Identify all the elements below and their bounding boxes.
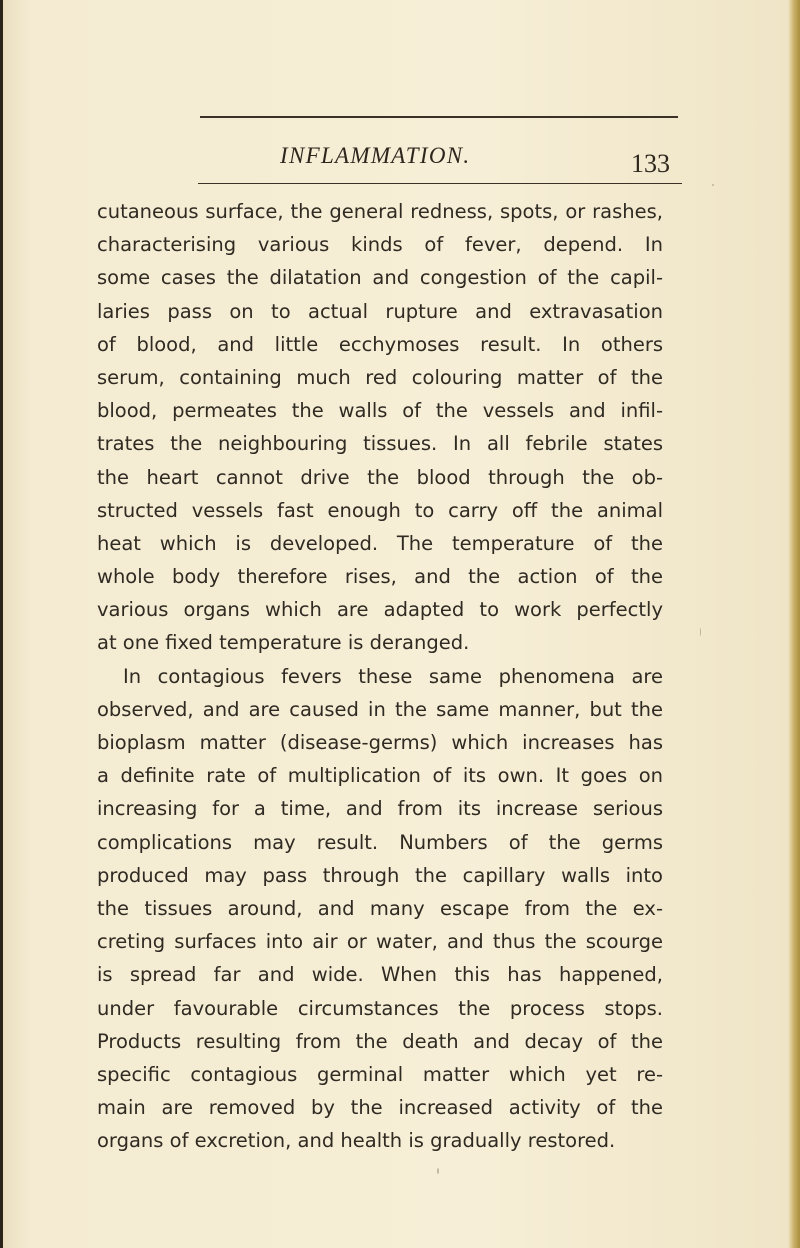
header-rule-top (200, 116, 678, 118)
text-line: increasing for a time, and from its increase serious (97, 797, 663, 821)
text-line: under favourable circumstances the process stops. (97, 996, 663, 1020)
text-line: is spread far and wide. When this has happened, (97, 963, 663, 987)
text-line: laries pass on to actual rupture and extravasation (97, 299, 663, 323)
page-number: 133 (631, 149, 670, 178)
text-line: whole body therefore rises, and the action of the (97, 565, 663, 589)
text-line: Products resulting from the death and decay of the (97, 1029, 663, 1053)
text-line: bioplasm matter (disease-germs) which increases has (97, 731, 663, 754)
text-line: main are removed by the increased activity of the (97, 1096, 663, 1120)
text-line: a definite rate of multiplication of its own. It goes on (97, 764, 663, 788)
running-title: INFLAMMATION. (280, 143, 471, 168)
page-left-edge (0, 0, 3, 1248)
text-line: produced may pass through the capillary walls into (97, 863, 663, 887)
paragraph-first-line: In contagious fevers these same phenomena are (123, 664, 663, 688)
running-head (200, 143, 678, 178)
text-line: complications may result. Numbers of the germs (97, 830, 663, 854)
text-line: at one fixed temperature is deranged. (97, 631, 470, 655)
text-line: cutaneous surface, the general redness, spots, or rashes, (97, 200, 663, 223)
text-line: observed, and are caused in the same manner, but the (97, 697, 663, 721)
text-line: some cases the dilatation and congestion of the capil- (97, 266, 663, 290)
text-line: of blood, and little ecchymoses result. In others (97, 332, 663, 356)
page-right-edge (788, 0, 800, 1248)
paper-speck (712, 184, 714, 186)
text-line: trates the neighbouring tissues. In all febrile states (97, 432, 663, 456)
text-line: organs of excretion, and health is gradually restored. (97, 1129, 616, 1153)
text-line: blood, permeates the walls of the vessels and infil- (97, 399, 663, 423)
text-line: characterising various kinds of fever, depend. In (97, 233, 663, 257)
header-rule-bottom (198, 183, 682, 184)
body-text (97, 195, 663, 1157)
text-line: serum, containing much red colouring matter of the (97, 365, 663, 389)
paper-speck (700, 628, 701, 636)
text-line: heat which is developed. The temperature of the (97, 531, 663, 555)
text-line: the tissues around, and many escape from the ex- (97, 896, 663, 920)
paper-speck (437, 1168, 439, 1174)
text-line: specific contagious germinal matter which yet re- (97, 1062, 663, 1086)
text-line: the heart cannot drive the blood through the ob- (97, 465, 663, 489)
text-line: various organs which are adapted to work perfectly (97, 598, 663, 622)
text-line: creting surfaces into air or water, and thus the scourge (97, 930, 663, 954)
text-line: structed vessels fast enough to carry off the animal (97, 498, 663, 522)
